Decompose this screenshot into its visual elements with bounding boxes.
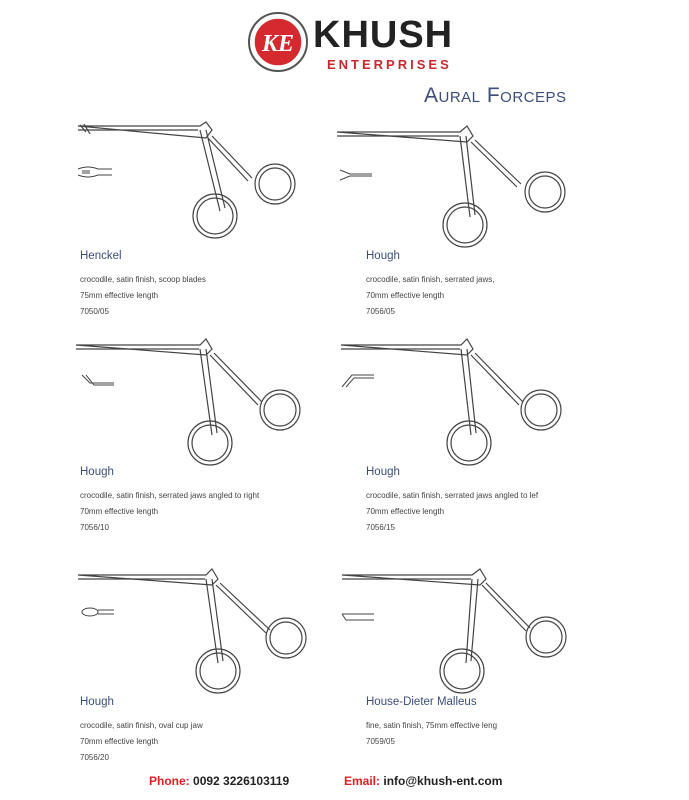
phone-label: Phone: [149, 774, 190, 788]
jaw-detail-icon [80, 603, 116, 621]
product-name: Hough [80, 466, 114, 478]
product-code: 7056/15 [366, 523, 395, 532]
forceps-illustration [335, 122, 575, 262]
product-name: Henckel [80, 250, 122, 262]
brand-name: KHUSH [313, 14, 454, 56]
product-name: Hough [80, 696, 114, 708]
email-link[interactable]: info@khush-ent.com [383, 774, 503, 788]
footer-email [344, 774, 502, 788]
product-code: 7056/10 [80, 523, 109, 532]
jaw-detail-icon [340, 369, 376, 389]
product-description: crocodile, satin finish, serrated jaws angled to right [80, 491, 260, 500]
product-length: 70mm effective length [366, 507, 445, 516]
jaw-detail-icon [80, 373, 116, 393]
product-name: Hough [366, 466, 400, 478]
product-code: 7056/05 [366, 307, 395, 316]
product-code: 7056/20 [80, 753, 109, 762]
product-description: crocodile, satin finish, oval cup jaw [80, 721, 203, 730]
product-length: 70mm effective length [366, 291, 445, 300]
brand-logo [247, 11, 467, 77]
forceps-illustration [74, 565, 314, 705]
product-description: crocodile, satin finish, scoop blades [80, 275, 206, 284]
product-description: crocodile, satin finish, serrated jaws, [366, 275, 495, 284]
product-code: 7059/05 [366, 737, 395, 746]
jaw-detail-icon [340, 610, 376, 626]
forceps-illustration [337, 335, 577, 475]
footer-phone [149, 774, 289, 788]
product-length: 75mm effective length [80, 291, 159, 300]
product-length: 70mm effective length [80, 507, 159, 516]
logo-monogram: KE [261, 31, 295, 57]
product-name: House-Dieter Malleus [366, 696, 477, 708]
product-length: 70mm effective length [80, 737, 159, 746]
product-description: crocodile, satin finish, serrated jaws angled to lef [366, 491, 539, 500]
page-title: Aural Forceps [424, 84, 567, 107]
jaw-detail-icon [338, 166, 374, 184]
product-code: 7050/05 [80, 307, 109, 316]
jaw-detail-icon [76, 163, 116, 183]
forceps-illustration [72, 335, 312, 475]
ke-logo-icon [247, 11, 309, 73]
email-label: Email: [344, 774, 381, 788]
forceps-illustration [340, 565, 580, 700]
product-name: Hough [366, 250, 400, 262]
product-description: fine, satin finish, 75mm effective leng [366, 721, 498, 730]
phone-number[interactable]: 0092 3226103119 [193, 774, 290, 788]
brand-subtitle: ENTERPRISES [327, 57, 452, 72]
